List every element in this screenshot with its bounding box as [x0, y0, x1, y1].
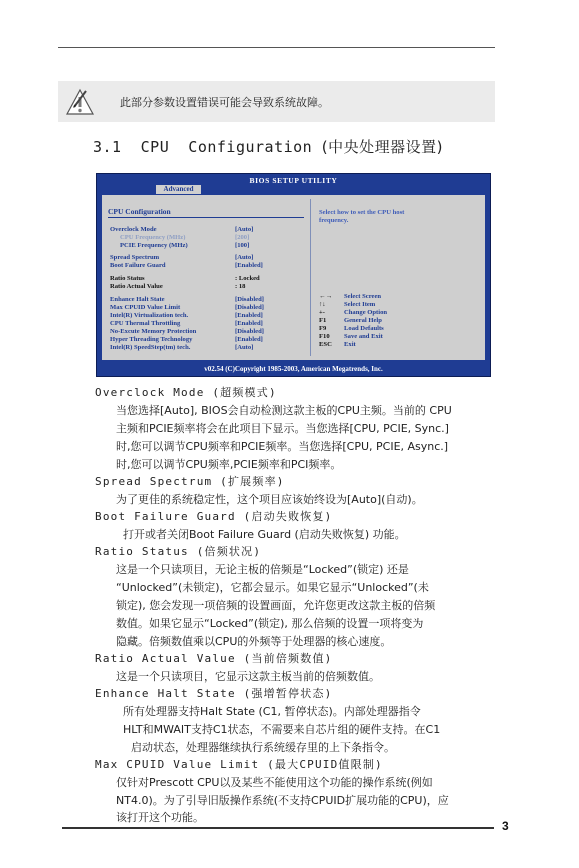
- paragraph-line: 这是一个只读项目，无论主板的倍频是“Locked”(锁定) 还是: [116, 563, 409, 576]
- bios-row-value: : 18: [235, 283, 246, 290]
- bios-row-value: [Auto]: [235, 344, 254, 351]
- key-name: ←→: [319, 293, 333, 300]
- warning-pen-icon: [66, 87, 96, 121]
- bottom-rule: [62, 827, 494, 829]
- bios-row-value: : Locked: [235, 275, 260, 282]
- bios-help-text: Select how to set the CPU host frequency.: [319, 209, 405, 224]
- warning-text: 此部分参数设置错误可能会导致系统故障。: [120, 96, 329, 109]
- paragraph-line: 仅针对Prescott CPU以及某些不能使用这个功能的操作系统(例如: [116, 776, 433, 789]
- paragraph-line: NT4.0)。为了引导旧版操作系统(不支持CPUID扩展功能的CPU)，应: [116, 794, 449, 807]
- bios-row-value: [Auto]: [235, 226, 254, 233]
- paragraph-line: 该打开这个功能。: [116, 811, 204, 824]
- bios-row-value: [Enabled]: [235, 320, 263, 327]
- bios-row-value: [Disabled]: [235, 296, 264, 303]
- section-title-zh: (中央处理器设置): [321, 138, 443, 156]
- bios-row-value: [200]: [235, 234, 250, 241]
- bios-row-label: CPU Thermal Throttling: [110, 320, 181, 327]
- bios-row-label: CPU Frequency (MHz): [120, 234, 186, 241]
- bios-row-label: Ratio Status: [110, 275, 145, 282]
- key-desc: General Help: [344, 317, 382, 324]
- paragraph-line: 这是一个只读项目，它显示这款主板当前的倍频数值。: [116, 670, 380, 683]
- key-name: F9: [319, 325, 327, 332]
- bios-row-label: Enhance Halt State: [110, 296, 165, 303]
- bios-heading: CPU Configuration: [108, 207, 171, 216]
- key-name: F1: [319, 317, 327, 324]
- bios-row-label: Max CPUID Value Limit: [110, 304, 181, 311]
- heading-spread-spectrum: Spread Spectrum (扩展频率): [95, 475, 285, 488]
- bios-divider: [310, 199, 311, 356]
- warning-box: [58, 81, 495, 122]
- page-number: 3: [502, 819, 509, 833]
- section-title-en: 3.1 CPU Configuration: [93, 138, 313, 156]
- bios-body: [102, 195, 485, 360]
- bios-row-label: Intel(R) SpeedStep(tm) tech.: [110, 344, 191, 351]
- key-desc: Exit: [344, 341, 356, 348]
- key-name: F10: [319, 333, 330, 340]
- heading-boot-failure-guard: Boot Failure Guard (启动失败恢复): [95, 510, 333, 523]
- heading-enhance-halt-state: Enhance Halt State (强增暂停状态): [95, 687, 333, 700]
- bios-row-label: Ratio Actual Value: [110, 283, 163, 290]
- heading-ratio-status: Ratio Status (倍频状况): [95, 545, 262, 558]
- paragraph-line: 时,您可以调节CPU频率和PCIE频率。当您选择[CPU, PCIE, Async.]: [116, 440, 449, 453]
- key-name: ESC: [319, 341, 332, 348]
- key-desc: Load Defaults: [344, 325, 384, 332]
- key-desc: Save and Exit: [344, 333, 383, 340]
- paragraph-line: 所有处理器支持Halt State (C1, 暂停状态)。内部处理器指令: [123, 705, 421, 718]
- bios-row-label: Overclock Mode: [110, 226, 157, 233]
- bios-row-value: [Enabled]: [235, 312, 263, 319]
- bios-row-value: [100]: [235, 242, 250, 249]
- key-name: ↑↓: [319, 301, 326, 308]
- paragraph-line: HLT和MWAIT支持C1状态，不需要来自芯片组的硬件支持。在C1: [123, 723, 441, 736]
- paragraph-line: 数值。如果它显示“Locked”(锁定), 那么倍频的设置一项将变为: [116, 617, 424, 630]
- bios-row-label: Intel(R) Virtualization tech.: [110, 312, 189, 319]
- bios-row-value: [Disabled]: [235, 328, 264, 335]
- bios-row-label: Spread Spectrum: [110, 254, 160, 261]
- bios-row-value: [Auto]: [235, 254, 254, 261]
- bios-row-value: [Enabled]: [235, 336, 263, 343]
- bios-row-value: [Disabled]: [235, 304, 264, 311]
- paragraph-line: 打开或者关闭Boot Failure Guard (启动失败恢复) 功能。: [123, 528, 406, 541]
- paragraph-line: 启动状态，处理器继续执行系统缓存里的上下条指令。: [131, 741, 395, 754]
- heading-ratio-actual-value: Ratio Actual Value (当前倍频数值): [95, 652, 333, 665]
- bios-screenshot: [96, 173, 491, 377]
- paragraph-line: 时,您可以调节CPU频率,PCIE频率和PCI频率。: [116, 458, 342, 471]
- section-title: [93, 136, 443, 157]
- paragraph-line: “Unlocked”(未锁定)，它都会显示。如果它显示“Unlocked”(未: [116, 581, 429, 594]
- paragraph-line: 隐藏。倍频数值乘以CPU的外频等于处理器的核心速度。: [116, 635, 392, 648]
- bios-footer: v02.54 (C)Copyright 1985-2003, American Megatrends, Inc.: [204, 365, 383, 373]
- top-rule: [58, 47, 495, 48]
- paragraph-line: 锁定), 您会发现一项倍频的设置画面，允许您更改这款主板的倍频: [116, 599, 436, 612]
- bios-row-label: Hyper Threading Technology: [110, 336, 193, 343]
- bios-row-label: No-Excute Memory Protection: [110, 328, 197, 335]
- bios-title: BIOS SETUP UTILITY: [249, 176, 338, 185]
- key-desc: Select Item: [344, 301, 376, 308]
- bios-heading-rule: [108, 217, 304, 218]
- paragraph-line: 为了更佳的系统稳定性，这个项目应该始终设为[Auto](自动)。: [116, 493, 423, 506]
- key-name: +-: [319, 309, 325, 316]
- paragraph-line: 主频和PCIE频率将会在此项目下显示。当您选择[CPU, PCIE, Sync.]: [116, 422, 449, 435]
- bios-row-label: Boot Failure Guard: [110, 262, 166, 269]
- key-desc: Change Option: [344, 309, 388, 316]
- key-desc: Select Screen: [344, 293, 382, 300]
- bios-row-value: [Enabled]: [235, 262, 263, 269]
- bios-row-label: PCIE Frequency (MHz): [120, 242, 188, 249]
- heading-max-cpuid-value-limit: Max CPUID Value Limit (最大CPUID值限制): [95, 758, 383, 771]
- heading-overclock-mode: Overclock Mode (超频模式): [95, 386, 277, 399]
- paragraph-line: 当您选择[Auto], BIOS会自动检测这款主板的CPU主频。当前的 CPU: [116, 404, 452, 417]
- tab-advanced[interactable]: Advanced: [156, 185, 201, 194]
